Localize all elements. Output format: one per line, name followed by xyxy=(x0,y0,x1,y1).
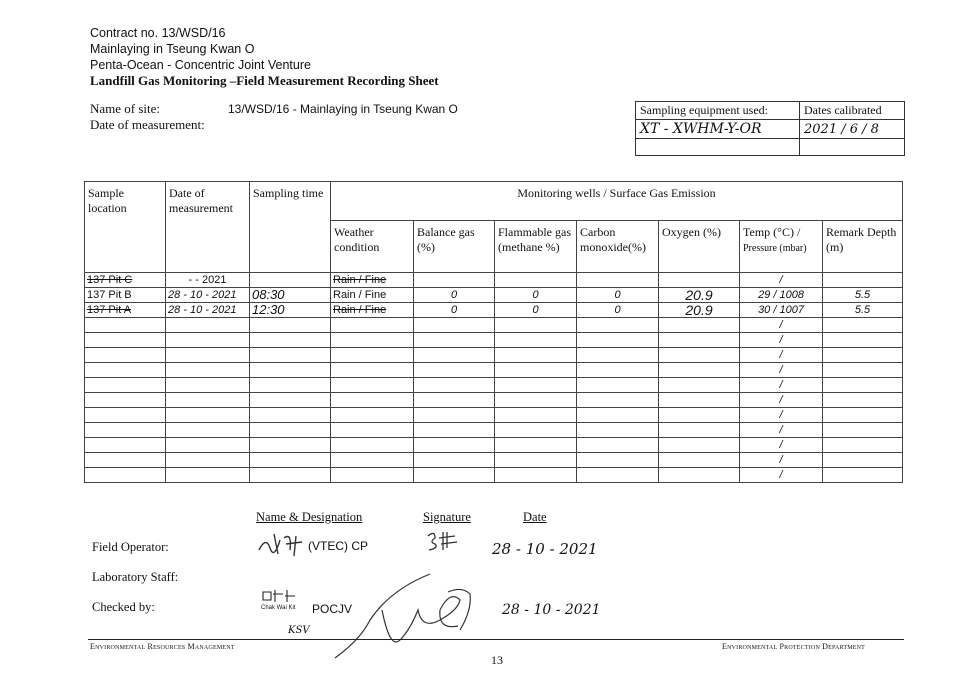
checked-by-label: Checked by: xyxy=(92,600,155,614)
signoff-date-header: Date xyxy=(523,510,547,524)
cell-remark: 5.5 xyxy=(823,303,903,318)
calibration-header: Dates calibrated xyxy=(800,102,905,120)
cell-location: 137 Pit C xyxy=(85,273,166,288)
signoff-signature-header: Signature xyxy=(423,510,471,524)
header-pressure: Pressure (mbar) xyxy=(743,243,807,255)
site-name-label: Name of site: xyxy=(90,101,161,116)
footer-right: Environmental Protection Department xyxy=(722,642,866,651)
header-remark: Remark Depth (m) xyxy=(823,221,903,273)
cell-oxygen xyxy=(659,273,740,288)
footer-left: Environmental Resources Management xyxy=(90,642,235,651)
project-name: Mainlaying in Tseung Kwan O xyxy=(90,42,255,56)
calibration-date-2 xyxy=(800,139,905,156)
table-row xyxy=(85,273,903,288)
cell-date: 28 - 10 - 2021 xyxy=(166,288,250,303)
cell-remark: 5.5 xyxy=(823,288,903,303)
table-row-blank xyxy=(85,468,903,483)
equipment-header: Sampling equipment used: xyxy=(636,102,800,120)
cell-time: 08:30 xyxy=(250,288,331,303)
checked-name-en: Chak Wai Kit xyxy=(261,605,296,611)
cell-co: 0 xyxy=(577,303,659,318)
name-chop-icon xyxy=(261,588,297,604)
footer-divider xyxy=(88,639,904,640)
site-name-value: 13/WSD/16 - Mainlaying in Tseung Kwan O xyxy=(228,102,458,116)
cell-co: 0 xyxy=(577,288,659,303)
header-temp-pressure xyxy=(740,221,823,273)
header-balance-gas: Balance gas (%) xyxy=(414,221,495,273)
cell-temp: / xyxy=(740,273,823,288)
field-operator-label: Field Operator: xyxy=(92,540,169,554)
table-row-blank xyxy=(85,453,903,468)
checked-date: 28 - 10 - 2021 xyxy=(502,602,601,618)
cell-location: 137 Pit B xyxy=(85,288,166,303)
date-of-measurement-label: Date of measurement: xyxy=(90,117,205,132)
header-date: Date of measurement xyxy=(166,182,250,273)
cell-temp: / xyxy=(740,453,823,468)
cell-balance xyxy=(414,273,495,288)
cell-date: - - 2021 xyxy=(166,273,250,288)
contract-number: Contract no. 13/WSD/16 xyxy=(90,26,226,40)
checked-org: POCJV xyxy=(312,602,353,616)
cell-flammable: 0 xyxy=(495,288,577,303)
cell-temp: / xyxy=(740,363,823,378)
calibration-date: 2021 / 6 / 8 xyxy=(800,120,905,139)
table-row xyxy=(85,288,903,303)
cell-temp: 30 / 1007 xyxy=(740,303,823,318)
header-temp: Temp (°C) / xyxy=(743,225,801,240)
cell-balance: 0 xyxy=(414,288,495,303)
equipment-table xyxy=(635,101,905,156)
handwritten-name-icon xyxy=(256,530,308,558)
cell-temp: / xyxy=(740,348,823,363)
table-row-blank xyxy=(85,333,903,348)
cell-temp: / xyxy=(740,318,823,333)
header-carbon-monoxide: Carbon monoxide(%) xyxy=(577,221,659,273)
equipment-value-2 xyxy=(636,139,800,156)
table-row-blank xyxy=(85,438,903,453)
field-operator-name: (VTEC) CP xyxy=(308,539,368,553)
cell-temp: / xyxy=(740,378,823,393)
checker-signature-icon xyxy=(330,570,480,662)
cell-temp: / xyxy=(740,393,823,408)
laboratory-staff-label: Laboratory Staff: xyxy=(92,570,179,584)
table-row-blank xyxy=(85,423,903,438)
cell-time: 12:30 xyxy=(250,303,331,318)
header-flammable-gas: Flammable gas (methane %) xyxy=(495,221,577,273)
header-monitoring-group: Monitoring wells / Surface Gas Emission xyxy=(331,182,903,221)
table-row xyxy=(85,303,903,318)
cell-weather: Rain / Fine xyxy=(331,273,414,288)
cell-temp: / xyxy=(740,438,823,453)
cell-date: 28 - 10 - 2021 xyxy=(166,303,250,318)
signature-icon xyxy=(425,528,465,554)
header-sampling-time: Sampling time xyxy=(250,182,331,273)
cell-oxygen: 20.9 xyxy=(659,303,740,318)
cell-temp: / xyxy=(740,423,823,438)
table-row-blank xyxy=(85,363,903,378)
header-weather: Weather condition xyxy=(331,221,414,273)
cell-balance: 0 xyxy=(414,303,495,318)
cell-weather: Rain / Fine xyxy=(331,288,414,303)
cell-remark xyxy=(823,273,903,288)
cell-co xyxy=(577,273,659,288)
checked-initial: KSV xyxy=(288,625,310,636)
table-row-blank xyxy=(85,378,903,393)
cell-time xyxy=(250,273,331,288)
cell-temp: / xyxy=(740,408,823,423)
contractor-name: Penta-Ocean - Concentric Joint Venture xyxy=(90,58,311,72)
header-oxygen: Oxygen (%) xyxy=(659,221,740,273)
table-row-blank xyxy=(85,408,903,423)
cell-oxygen: 20.9 xyxy=(659,288,740,303)
page-number: 13 xyxy=(491,653,503,667)
cell-flammable: 0 xyxy=(495,303,577,318)
cell-location: 137 Pit A xyxy=(85,303,166,318)
cell-temp: 29 / 1008 xyxy=(740,288,823,303)
table-row-blank xyxy=(85,318,903,333)
cell-weather: Rain / Fine xyxy=(331,303,414,318)
field-operator-date: 28 - 10 - 2021 xyxy=(492,540,598,558)
signoff-name-header: Name & Designation xyxy=(256,510,363,524)
equipment-value: XT - XWHM-Y-OR xyxy=(636,120,800,139)
table-row-blank xyxy=(85,393,903,408)
cell-temp: / xyxy=(740,468,823,483)
measurement-table xyxy=(84,181,903,483)
cell-temp: / xyxy=(740,333,823,348)
table-row-blank xyxy=(85,348,903,363)
cell-flammable xyxy=(495,273,577,288)
sheet-title: Landfill Gas Monitoring –Field Measurement Recording Sheet xyxy=(90,73,439,88)
header-sample-location: Sample location xyxy=(85,182,166,273)
